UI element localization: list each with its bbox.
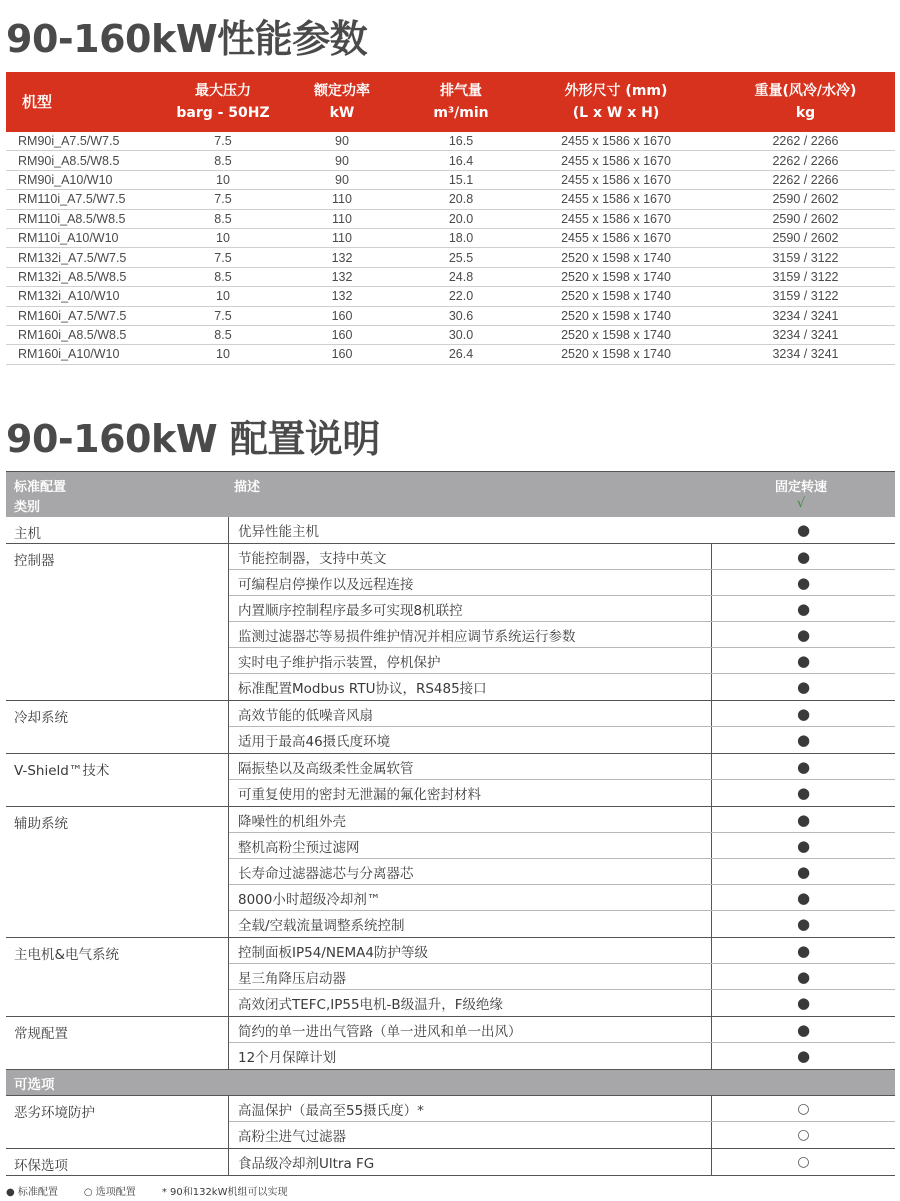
table-cell: 160	[331, 347, 353, 362]
table-cell: RM110i_A10/W10	[18, 231, 119, 246]
standard-mark-icon: ●	[796, 757, 811, 776]
list-item	[229, 517, 895, 543]
standard-mark-icon: ●	[796, 810, 811, 829]
table-cell: 26.4	[448, 347, 474, 362]
config-description: 标准配置Modbus RTU协议，RS485接口	[229, 674, 712, 700]
table-cell: 2590 / 2602	[772, 211, 839, 226]
list-item	[229, 938, 895, 964]
table-cell: 18.0	[448, 231, 474, 246]
table-row	[6, 287, 895, 306]
perf-header-line2: kg	[795, 105, 816, 121]
table-cell: 2455 x 1586 x 1670	[561, 134, 671, 149]
list-item	[229, 622, 895, 648]
table-cell: 90	[335, 172, 349, 187]
legend-optional: ○ 选项配置	[83, 1187, 136, 1198]
config-description: 实时电子维护指示装置，停机保护	[229, 648, 712, 673]
table-cell: 7.5	[214, 308, 232, 323]
table-row	[6, 210, 895, 229]
table-cell: 20.0	[448, 211, 474, 226]
table-row	[6, 326, 895, 345]
table-cell: 10	[216, 231, 230, 246]
list-item	[229, 859, 895, 885]
list-item	[229, 727, 895, 753]
perf-header-line1: 排气量	[440, 83, 482, 99]
table-cell: 30.0	[448, 328, 474, 343]
table-row	[6, 268, 895, 287]
config-group	[6, 1096, 895, 1149]
standard-mark-icon: ●	[796, 888, 811, 907]
table-cell: 24.8	[448, 269, 474, 284]
config-items	[229, 938, 895, 1016]
table-cell: RM110i_A8.5/W8.5	[18, 211, 126, 226]
config-group	[6, 754, 895, 807]
config-group	[6, 1017, 895, 1070]
config-description: 节能控制器，支持中英文	[229, 544, 712, 569]
table-row	[6, 229, 895, 248]
legend-note: * 90和132kW机组可以实现	[161, 1187, 288, 1198]
standard-mark-icon: ●	[796, 836, 811, 855]
table-cell: 16.5	[448, 134, 474, 149]
standard-mark-icon: ●	[796, 731, 811, 749]
table-cell: 8.5	[214, 211, 232, 226]
standard-mark-icon: ●	[796, 547, 811, 566]
config-category: 恶劣环境防护	[6, 1096, 229, 1148]
list-item	[229, 1017, 895, 1043]
config-group	[6, 544, 895, 701]
config-description: 高效闭式TEFC,IP55电机-B级温升，F级绝缘	[229, 990, 712, 1016]
table-cell: 90	[335, 134, 349, 149]
table-cell: 3234 / 3241	[772, 308, 839, 323]
table-cell: 2455 x 1586 x 1670	[561, 211, 671, 226]
table-cell: 2262 / 2266	[772, 134, 839, 149]
table-cell: 2520 x 1598 x 1740	[561, 328, 671, 343]
config-group	[6, 517, 895, 544]
table-cell: 15.1	[448, 172, 474, 187]
perf-header-line1: 机型	[22, 93, 53, 111]
table-row	[6, 345, 895, 364]
perf-header-cell	[278, 80, 406, 124]
table-cell: 160	[331, 328, 353, 343]
standard-mark-icon: ●	[796, 967, 811, 986]
table-row	[6, 171, 895, 190]
performance-section-title: 90-160kW性能参数	[6, 17, 368, 61]
performance-table-header	[6, 72, 895, 132]
list-item	[229, 911, 895, 937]
config-items	[229, 1149, 895, 1175]
config-category: 主电机&电气系统	[6, 938, 229, 1016]
table-cell: 2520 x 1598 x 1740	[561, 308, 671, 323]
list-item	[229, 807, 895, 833]
list-item	[229, 1096, 895, 1122]
table-cell: 2455 x 1586 x 1670	[561, 231, 671, 246]
perf-header-cell	[168, 80, 278, 124]
config-description: 可编程启停操作以及远程连接	[229, 570, 712, 595]
table-cell: 20.8	[448, 192, 474, 207]
table-cell: 132	[331, 289, 353, 304]
config-category: V-Shield™技术	[6, 754, 229, 806]
configuration-table	[6, 471, 895, 1176]
legend	[6, 1183, 287, 1198]
list-item	[229, 570, 895, 596]
perf-header-cell	[716, 80, 895, 124]
table-cell: 90	[335, 153, 349, 168]
table-row	[6, 132, 895, 151]
standard-mark-icon: ●	[796, 625, 811, 644]
table-cell: 3159 / 3122	[772, 250, 839, 265]
config-items	[229, 754, 895, 806]
perf-header-cell	[516, 80, 716, 124]
config-description: 简约的单一进出气管路（单一进风和单一出风）	[229, 1017, 712, 1042]
standard-config-groups	[6, 517, 895, 1070]
config-description: 隔振垫以及高级柔性金属软管	[229, 754, 712, 779]
config-items	[229, 701, 895, 753]
optional-mark-icon: ○	[797, 1100, 810, 1117]
table-cell: RM90i_A10/W10	[18, 172, 113, 187]
perf-header-line2: barg - 50HZ	[176, 105, 270, 121]
table-cell: 8.5	[214, 328, 232, 343]
table-cell: 2262 / 2266	[772, 153, 839, 168]
config-group	[6, 938, 895, 1017]
config-description: 降噪性的机组外壳	[229, 807, 712, 832]
list-item	[229, 701, 895, 727]
table-cell: 8.5	[214, 269, 232, 284]
table-cell: 22.0	[448, 289, 474, 304]
header-fixed-speed: 固定转速	[774, 480, 827, 495]
table-cell: RM90i_A7.5/W7.5	[18, 134, 120, 149]
list-item	[229, 1149, 895, 1175]
config-description: 高粉尘进气过滤器	[229, 1122, 712, 1148]
header-standard-config: 标准配置	[14, 480, 67, 495]
config-description: 内置顺序控制程序最多可实现8机联控	[229, 596, 712, 621]
table-cell: 10	[216, 347, 230, 362]
config-items	[229, 1096, 895, 1148]
config-items	[229, 807, 895, 937]
standard-mark-icon: ●	[796, 862, 811, 881]
standard-mark-icon: ●	[796, 994, 811, 1012]
config-description: 高温保护（最高至55摄氏度）*	[229, 1096, 712, 1121]
perf-header-line1: 外形尺寸 (mm)	[564, 83, 668, 99]
perf-header-cell	[6, 91, 168, 113]
header-category: 类别	[14, 500, 41, 515]
table-cell: RM132i_A8.5/W8.5	[18, 269, 127, 284]
table-cell: 110	[332, 231, 352, 246]
table-cell: 8.5	[214, 153, 232, 168]
table-cell: 2590 / 2602	[772, 231, 839, 246]
table-cell: 3159 / 3122	[772, 289, 839, 304]
list-item	[229, 990, 895, 1016]
list-item	[229, 964, 895, 990]
table-cell: 2455 x 1586 x 1670	[561, 172, 671, 187]
table-cell: RM90i_A8.5/W8.5	[18, 153, 120, 168]
table-cell: RM160i_A7.5/W7.5	[18, 308, 127, 323]
list-item	[229, 833, 895, 859]
list-item	[229, 780, 895, 806]
table-row	[6, 307, 895, 326]
table-cell: RM132i_A10/W10	[18, 289, 120, 304]
table-cell: 3234 / 3241	[772, 347, 839, 362]
standard-mark-icon: ●	[796, 784, 811, 802]
list-item	[229, 754, 895, 780]
table-cell: RM110i_A7.5/W7.5	[18, 192, 126, 207]
table-cell: 2590 / 2602	[772, 192, 839, 207]
config-description: 12个月保障计划	[229, 1043, 712, 1069]
perf-header-line1: 额定功率	[314, 83, 370, 99]
config-description: 8000小时超级冷却剂™	[229, 885, 712, 910]
table-cell: 10	[216, 172, 230, 187]
configuration-table-header	[6, 472, 895, 517]
list-item	[229, 885, 895, 911]
perf-header-line2: m³/min	[433, 105, 489, 121]
table-cell: 2520 x 1598 x 1740	[561, 269, 671, 284]
config-category: 辅助系统	[6, 807, 229, 937]
config-description: 全载/空载流量调整系统控制	[229, 911, 712, 937]
performance-table-body	[6, 132, 895, 365]
list-item	[229, 1043, 895, 1069]
standard-mark-icon: ●	[796, 704, 811, 723]
table-cell: 30.6	[448, 308, 474, 323]
table-cell: 25.5	[448, 250, 474, 265]
table-cell: 110	[332, 211, 352, 226]
perf-header-line1: 重量(风冷/水冷)	[754, 83, 857, 99]
config-category: 主机	[6, 517, 229, 543]
list-item	[229, 648, 895, 674]
config-description: 食品级冷却剂Ultra FG	[229, 1149, 712, 1175]
config-group	[6, 807, 895, 938]
table-cell: 7.5	[214, 192, 232, 207]
standard-mark-icon: ●	[796, 651, 811, 670]
list-item	[229, 1122, 895, 1148]
config-description: 优异性能主机	[238, 524, 319, 540]
table-row	[6, 151, 895, 170]
config-group	[6, 1149, 895, 1176]
config-description: 控制面板IP54/NEMA4防护等级	[229, 938, 712, 963]
configuration-section-title: 90-160kW 配置说明	[6, 417, 380, 461]
config-category: 控制器	[6, 544, 229, 700]
config-description: 可重复使用的密封无泄漏的氟化密封材料	[229, 780, 712, 806]
config-description: 星三角降压启动器	[229, 964, 712, 989]
table-cell: 110	[332, 192, 352, 207]
standard-mark-icon: ●	[796, 573, 811, 592]
list-item	[229, 596, 895, 622]
config-items	[229, 517, 895, 543]
standard-mark-icon: ●	[796, 941, 811, 960]
config-category: 环保选项	[6, 1149, 229, 1175]
standard-mark-icon: ●	[796, 1020, 811, 1039]
standard-mark-icon: ●	[796, 915, 811, 933]
standard-mark-icon: ●	[796, 521, 811, 539]
table-cell: 2455 x 1586 x 1670	[561, 153, 671, 168]
config-items	[229, 544, 895, 700]
table-cell: 2520 x 1598 x 1740	[561, 289, 671, 304]
perf-header-line1: 最大压力	[195, 83, 251, 99]
table-cell: 7.5	[214, 134, 232, 149]
config-category: 冷却系统	[6, 701, 229, 753]
list-item	[229, 544, 895, 570]
config-description: 长寿命过滤器滤芯与分离器芯	[229, 859, 712, 884]
table-cell: RM160i_A8.5/W8.5	[18, 328, 127, 343]
table-cell: RM132i_A7.5/W7.5	[18, 250, 127, 265]
table-cell: 2455 x 1586 x 1670	[561, 192, 671, 207]
table-cell: 3234 / 3241	[772, 328, 839, 343]
legend-standard: ● 标准配置	[6, 1187, 58, 1198]
standard-mark-icon: ●	[796, 678, 811, 696]
config-description: 整机高粉尘预过滤网	[229, 833, 712, 858]
perf-header-line2: kW	[329, 105, 355, 121]
optional-config-groups	[6, 1096, 895, 1176]
perf-header-cell	[406, 80, 516, 124]
table-row	[6, 248, 895, 267]
table-cell: 3159 / 3122	[772, 269, 839, 284]
performance-table	[6, 72, 895, 365]
config-category: 常规配置	[6, 1017, 229, 1069]
table-cell: 160	[331, 308, 353, 323]
config-description: 高效节能的低噪音风扇	[229, 701, 712, 726]
config-group	[6, 701, 895, 754]
list-item	[229, 674, 895, 700]
table-cell: 132	[331, 250, 353, 265]
optional-mark-icon: ○	[797, 1154, 810, 1170]
perf-header-line2: (L x W x H)	[572, 105, 660, 121]
config-description: 适用于最高46摄氏度环境	[229, 727, 712, 753]
table-cell: RM160i_A10/W10	[18, 347, 120, 362]
table-cell: 10	[216, 289, 230, 304]
optional-band: 可选项	[6, 1070, 895, 1096]
optional-mark-icon: ○	[797, 1127, 810, 1143]
table-cell: 2262 / 2266	[772, 172, 839, 187]
standard-mark-icon: ●	[796, 1047, 811, 1065]
config-items	[229, 1017, 895, 1069]
standard-mark-icon: ●	[796, 599, 811, 618]
table-cell: 7.5	[214, 250, 232, 265]
table-row	[6, 190, 895, 209]
header-description: 描述	[234, 480, 261, 495]
table-cell: 132	[331, 269, 353, 284]
table-cell: 2520 x 1598 x 1740	[561, 347, 671, 362]
config-description: 监测过滤器芯等易损件维护情况并相应调节系统运行参数	[229, 622, 712, 647]
table-cell: 2520 x 1598 x 1740	[561, 250, 671, 265]
header-check-mark: √	[796, 496, 806, 511]
table-cell: 16.4	[448, 153, 474, 168]
